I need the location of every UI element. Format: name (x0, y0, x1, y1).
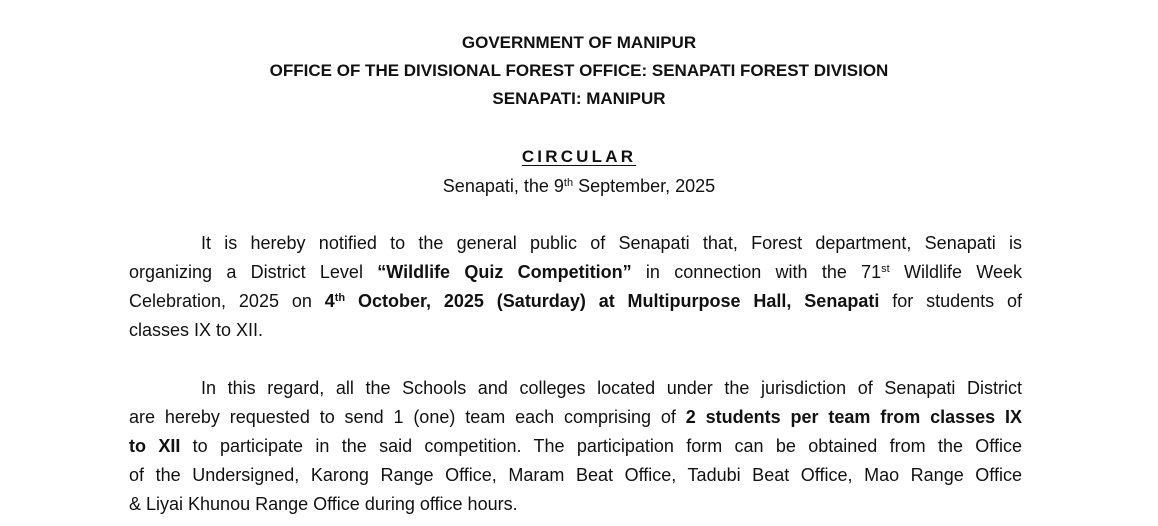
paragraph2-line1: In this regard, all the Schools and colleges located under the jurisdiction of Senapati District (201, 378, 1022, 398)
text-segment: for students of (879, 291, 1022, 311)
paragraph1-line2 (129, 258, 1022, 287)
event-date-venue: October, 2025 (Saturday) at Multipurpose Hall, Senapati (345, 291, 880, 311)
ordinal-suffix: st (881, 263, 890, 275)
text-segment: Wildlife Week (889, 262, 1022, 282)
text-segment: organizing a District Level (129, 262, 378, 282)
circular-date (0, 174, 1158, 198)
text-segment: in connection with the 71 (631, 262, 882, 282)
paragraph2-line4: of the Undersigned, Karong Range Office, Maram Beat Office, Tadubi Beat Office, Mao Range Office (129, 465, 1022, 485)
paragraph-announcement (129, 229, 1022, 345)
text-segment: to participate in the said competition. The participation form can be obtained from the Office (180, 436, 1022, 456)
text-segment: are hereby requested to send 1 (one) team each comprising of (129, 407, 686, 427)
event-name: “Wildlife Quiz Competition” (377, 262, 632, 282)
text-segment: Celebration, 2025 on (129, 291, 325, 311)
header-location: SENAPATI: MANIPUR (492, 89, 666, 108)
ordinal-suffix: th (334, 292, 346, 304)
header-government: GOVERNMENT OF MANIPUR (461, 33, 697, 52)
paragraph1-line4: classes IX to XII. (129, 320, 264, 340)
paragraph2-line2 (129, 403, 1022, 432)
paragraph2-line5: & Liyai Khunou Range Office during office hours. (129, 494, 518, 514)
paragraph1-line3 (129, 287, 1022, 316)
event-day: 4 (324, 291, 335, 311)
header-office: OFFICE OF THE DIVISIONAL FOREST OFFICE: SENAPATI FOREST DIVISION (269, 61, 889, 80)
team-requirement: 2 students per team from classes IX (685, 407, 1023, 427)
paragraph2-line3 (129, 432, 1022, 461)
date-prefix: Senapati, the 9 (442, 176, 564, 196)
team-requirement-continued: to XII (129, 436, 181, 456)
date-ordinal-suffix: th (563, 177, 574, 189)
date-suffix: September, 2025 (573, 176, 716, 196)
circular-title: CIRCULAR (521, 147, 637, 166)
paragraph1-line1: It is hereby notified to the general public of Senapati that, Forest department, Senapati is (201, 233, 1022, 253)
paragraph-participation (129, 374, 1022, 519)
